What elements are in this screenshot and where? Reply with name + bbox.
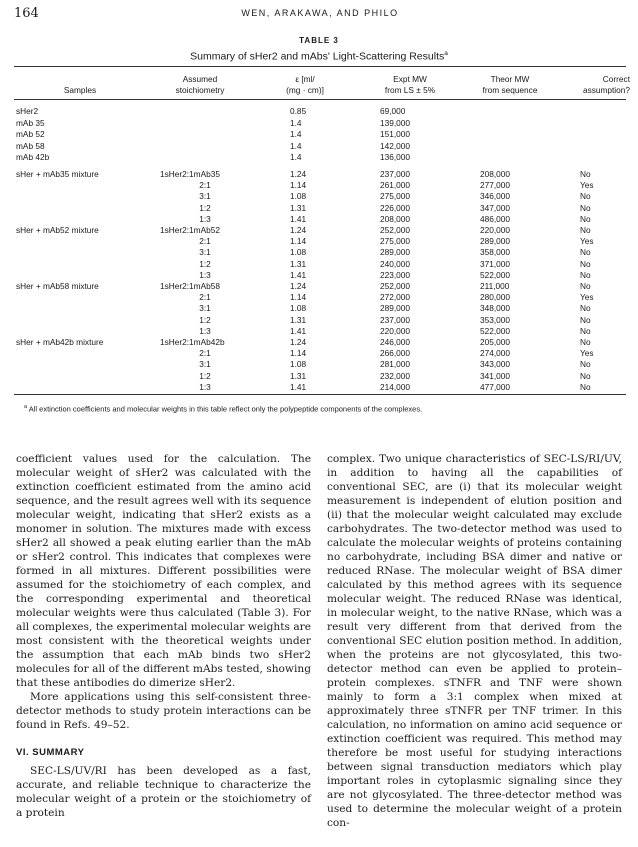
col-header-eps-1: ε [ml/ — [295, 74, 315, 84]
cell-correct: No — [580, 247, 591, 258]
cell-expt: 275,000 — [380, 236, 410, 247]
cell-eps: 1.24 — [290, 225, 307, 235]
cell-expt: 151,000 — [380, 129, 410, 139]
page-header — [14, 6, 626, 22]
cell-theor: 486,000 — [480, 213, 510, 224]
footnote-text: All extinction coefficients and molecular weights in this table reflect only the polypeptide components of the complexes. — [28, 404, 423, 414]
table-row — [0, 141, 638, 152]
cell-theor: 522,000 — [480, 269, 510, 280]
cell-theor: 205,000 — [480, 337, 510, 347]
cell-expt: 266,000 — [380, 348, 410, 359]
cell-stoich: 1sHer2:1mAb58 — [160, 281, 220, 291]
cell-expt: 214,000 — [380, 381, 410, 392]
body-right-column — [327, 452, 622, 830]
section-heading: VI. SUMMARY — [16, 747, 85, 758]
cell-correct: No — [580, 202, 591, 213]
cell-eps: 1.14 — [290, 236, 307, 247]
cell-eps: 1.08 — [290, 247, 307, 258]
paragraph: More applications using this self-consistent three-detector methods to study protein interactions can be found in Refs. 49–52. — [16, 691, 311, 731]
cell-correct: Yes — [580, 292, 594, 303]
cell-stoich: 1:2 — [199, 370, 211, 381]
cell-eps: 1.41 — [290, 269, 307, 280]
col-header-expt-2: from LS ± 5% — [384, 85, 436, 95]
table-row — [0, 326, 638, 337]
cell-stoich: 1:3 — [199, 213, 211, 224]
col-header-stoich-1: Assumed — [182, 74, 218, 84]
table-footnote — [24, 404, 422, 414]
cell-eps: 1.14 — [290, 348, 307, 359]
table-row — [0, 315, 638, 326]
cell-theor: 277,000 — [480, 180, 510, 191]
table-label: TABLE 3 — [299, 36, 339, 45]
cell-stoich: 3:1 — [199, 191, 211, 202]
cell-expt: 272,000 — [380, 292, 410, 303]
table-row — [0, 247, 638, 258]
table-header-rule — [14, 99, 626, 100]
cell-theor: 341,000 — [480, 370, 510, 381]
page-number: 164 — [14, 6, 39, 21]
table-title-text: Summary of sHer2 and mAbs' Light-Scattering Results — [190, 50, 445, 63]
table-row — [0, 382, 638, 393]
cell-correct: Yes — [580, 180, 594, 191]
cell-sample: sHer2 — [16, 106, 39, 116]
cell-expt: 237,000 — [380, 314, 410, 325]
cell-theor: 358,000 — [480, 247, 510, 258]
cell-stoich: 1sHer2:1mAb42b — [160, 337, 225, 347]
cell-stoich: 3:1 — [199, 303, 211, 314]
cell-expt: 142,000 — [380, 140, 410, 151]
cell-stoich: 1:3 — [199, 381, 211, 392]
cell-correct: No — [580, 337, 591, 347]
cell-eps: 1.08 — [290, 191, 307, 202]
cell-theor: 347,000 — [480, 202, 510, 213]
cell-expt: 69,000 — [380, 106, 406, 116]
col-header-theor-2: from sequence — [482, 85, 538, 95]
cell-stoich: 1:2 — [199, 258, 211, 269]
cell-eps: 1.4 — [290, 140, 302, 151]
cell-theor: 274,000 — [480, 348, 510, 359]
cell-theor: 348,000 — [480, 303, 510, 314]
cell-correct: No — [580, 314, 591, 325]
cell-correct: No — [580, 325, 591, 336]
cell-expt: 232,000 — [380, 370, 410, 381]
cell-theor: 343,000 — [480, 359, 510, 370]
body-left-column — [16, 452, 311, 820]
cell-correct: Yes — [580, 236, 594, 247]
table-row — [0, 348, 638, 359]
table-row — [0, 303, 638, 314]
table-row — [0, 281, 638, 292]
cell-eps: 1.31 — [290, 314, 307, 325]
table-row — [0, 270, 638, 281]
cell-expt: 220,000 — [380, 325, 410, 336]
table-title — [0, 50, 638, 63]
cell-correct: No — [580, 225, 591, 235]
cell-expt: 237,000 — [380, 169, 410, 179]
cell-eps: 1.41 — [290, 325, 307, 336]
cell-sample: mAb 58 — [16, 140, 45, 151]
cell-theor: 220,000 — [480, 225, 510, 235]
paragraph: coefficient values used for the calculation. The molecular weight of sHer2 was calculated with the extinction coefficient estimated from the amino acid sequence, and the result agrees well with its sequence molecular weight, indicating that sHer2 exists as a monomer in solution. The mixtures made with excess sHer2 all showed a peak eluting earlier than the mAb or sHer2 control. This indicates that complexes were formed in all mixtures. Different possibilities were assumed for the stoichiometry of each complex, and the corresponding experimental and theoretical molecular weights were thus calculated (Table 3). For all complexes, the experimental molecular weights are most consistent with the theoretical weights under the assumption that each mAb binds two sHer2 molecules for all of the different mAbs tested, showing that these antibodies do dimerize sHer2. — [16, 453, 311, 689]
cell-eps: 1.4 — [290, 152, 302, 162]
cell-expt: 226,000 — [380, 202, 410, 213]
cell-stoich: 1:2 — [199, 314, 211, 325]
table-row — [0, 118, 638, 129]
cell-eps: 1.24 — [290, 281, 307, 291]
table-row — [0, 129, 638, 140]
cell-sample: mAb 42b — [16, 152, 50, 162]
cell-stoich: 1:3 — [199, 325, 211, 336]
table-top-rule — [14, 66, 626, 67]
cell-expt: 289,000 — [380, 247, 410, 258]
cell-expt: 246,000 — [380, 337, 410, 347]
cell-sample: sHer + mAb58 mixture — [16, 281, 99, 291]
cell-theor: 522,000 — [480, 325, 510, 336]
cell-correct: No — [580, 213, 591, 224]
cell-stoich: 2:1 — [199, 236, 211, 247]
table-row — [0, 152, 638, 163]
cell-expt: 252,000 — [380, 281, 410, 291]
cell-theor: 477,000 — [480, 381, 510, 392]
cell-expt: 252,000 — [380, 225, 410, 235]
cell-correct: No — [580, 303, 591, 314]
cell-sample: sHer + mAb35 mixture — [16, 169, 99, 179]
col-header-stoich-2: stoichiometry — [175, 85, 225, 95]
table-row — [0, 359, 638, 370]
cell-eps: 1.4 — [290, 129, 302, 139]
cell-stoich: 1:2 — [199, 202, 211, 213]
col-header-correct-2: assumption? — [582, 85, 630, 95]
paragraph: complex. Two unique characteristics of SEC-LS/RI/UV, in addition to having all the capabilities of conventional SEC, are (i) that its molecular weight measurement is independent of elution position and (ii) that the molecular weight calculated may exclude carbohydrates. The two-detector method was used to calculate the molecular weights of proteins containing no carbohydrate, including BSA dimer and native or reduced RNase. The molecular weight of BSA dimer calculated by this method agrees with its sequence molecular weight. The reduced RNase was identical, in molecular weight, to the native RNase, which was a result very different from that derived from the conventional SEC elution position method. In addition, when the proteins are not glycosylated, this two-detector method can even be applied to protein–protein complexes. sTNFR and TNF were shown mainly to form a 3:1 complex when mixed at approximately three sTNFR per TNF trimer. In this calculation, no information on amino acid sequence or extinction coefficient was required. This method may therefore be most useful for studying interactions between signal transduction mediators which play important roles in cytoplasmic signaling since they are not glycosylated. The three-detector method was used to determine the molecular weight of a protein con- — [327, 453, 622, 829]
table-row — [0, 169, 638, 180]
cell-eps: 0.85 — [290, 106, 307, 116]
cell-sample: sHer + mAb52 mixture — [16, 225, 99, 235]
running-head: WEN, ARAKAWA, AND PHILO — [241, 8, 399, 18]
table-row — [0, 259, 638, 270]
cell-correct: No — [580, 370, 591, 381]
table-row — [0, 180, 638, 191]
cell-stoich: 1sHer2:1mAb52 — [160, 225, 220, 235]
cell-eps: 1.41 — [290, 381, 307, 392]
cell-eps: 1.08 — [290, 303, 307, 314]
table-row — [0, 203, 638, 214]
cell-eps: 1.14 — [290, 180, 307, 191]
table-bottom-rule — [14, 394, 626, 395]
cell-eps: 1.41 — [290, 213, 307, 224]
cell-stoich: 3:1 — [199, 247, 211, 258]
col-header-theor-1: Theor MW — [490, 74, 530, 84]
cell-sample: mAb 35 — [16, 117, 45, 128]
col-header-samples: Samples — [63, 85, 97, 95]
cell-theor: 289,000 — [480, 236, 510, 247]
cell-correct: No — [580, 258, 591, 269]
table-row — [0, 236, 638, 247]
cell-expt: 240,000 — [380, 258, 410, 269]
table-row — [0, 191, 638, 202]
cell-stoich: 2:1 — [199, 348, 211, 359]
table-row — [0, 225, 638, 236]
cell-theor: 371,000 — [480, 258, 510, 269]
cell-stoich: 2:1 — [199, 292, 211, 303]
cell-correct: No — [580, 191, 591, 202]
cell-expt: 139,000 — [380, 117, 410, 128]
cell-expt: 275,000 — [380, 191, 410, 202]
cell-expt: 208,000 — [380, 213, 410, 224]
cell-theor: 211,000 — [480, 281, 510, 291]
cell-correct: No — [580, 269, 591, 280]
table-title-footnote-mark: a — [444, 50, 448, 57]
cell-theor: 208,000 — [480, 169, 510, 179]
cell-expt: 289,000 — [380, 303, 410, 314]
cell-expt: 281,000 — [380, 359, 410, 370]
cell-theor: 353,000 — [480, 314, 510, 325]
cell-sample: mAb 52 — [16, 129, 45, 139]
table-row — [0, 371, 638, 382]
cell-eps: 1.24 — [290, 169, 307, 179]
table-row — [0, 214, 638, 225]
cell-eps: 1.31 — [290, 258, 307, 269]
cell-correct: No — [580, 281, 591, 291]
paragraph: SEC-LS/UV/RI has been developed as a fast, accurate, and reliable technique to characterize the molecular weight of a protein or the stoichiometry of a protein — [16, 765, 311, 819]
cell-stoich: 1sHer2:1mAb35 — [160, 169, 220, 179]
cell-expt: 261,000 — [380, 180, 410, 191]
cell-stoich: 1:3 — [199, 269, 211, 280]
cell-eps: 1.4 — [290, 117, 302, 128]
cell-eps: 1.31 — [290, 370, 307, 381]
cell-expt: 223,000 — [380, 269, 410, 280]
cell-correct: No — [580, 381, 591, 392]
table-row — [0, 337, 638, 348]
col-header-correct-1: Correct — [602, 74, 630, 84]
cell-eps: 1.08 — [290, 359, 307, 370]
cell-stoich: 3:1 — [199, 359, 211, 370]
cell-correct: No — [580, 169, 591, 179]
footnote-mark: a — [24, 404, 28, 410]
table-row — [0, 106, 638, 117]
cell-theor: 346,000 — [480, 191, 510, 202]
cell-sample: sHer + mAb42b mixture — [16, 337, 104, 347]
cell-expt: 136,000 — [380, 152, 410, 162]
cell-correct: No — [580, 359, 591, 370]
cell-eps: 1.24 — [290, 337, 307, 347]
table-row — [0, 292, 638, 303]
col-header-expt-1: Expt MW — [393, 74, 427, 84]
cell-correct: Yes — [580, 348, 594, 359]
cell-theor: 280,000 — [480, 292, 510, 303]
cell-eps: 1.14 — [290, 292, 307, 303]
cell-stoich: 2:1 — [199, 180, 211, 191]
cell-eps: 1.31 — [290, 202, 307, 213]
col-header-eps-2: (mg · cm)] — [286, 85, 324, 95]
